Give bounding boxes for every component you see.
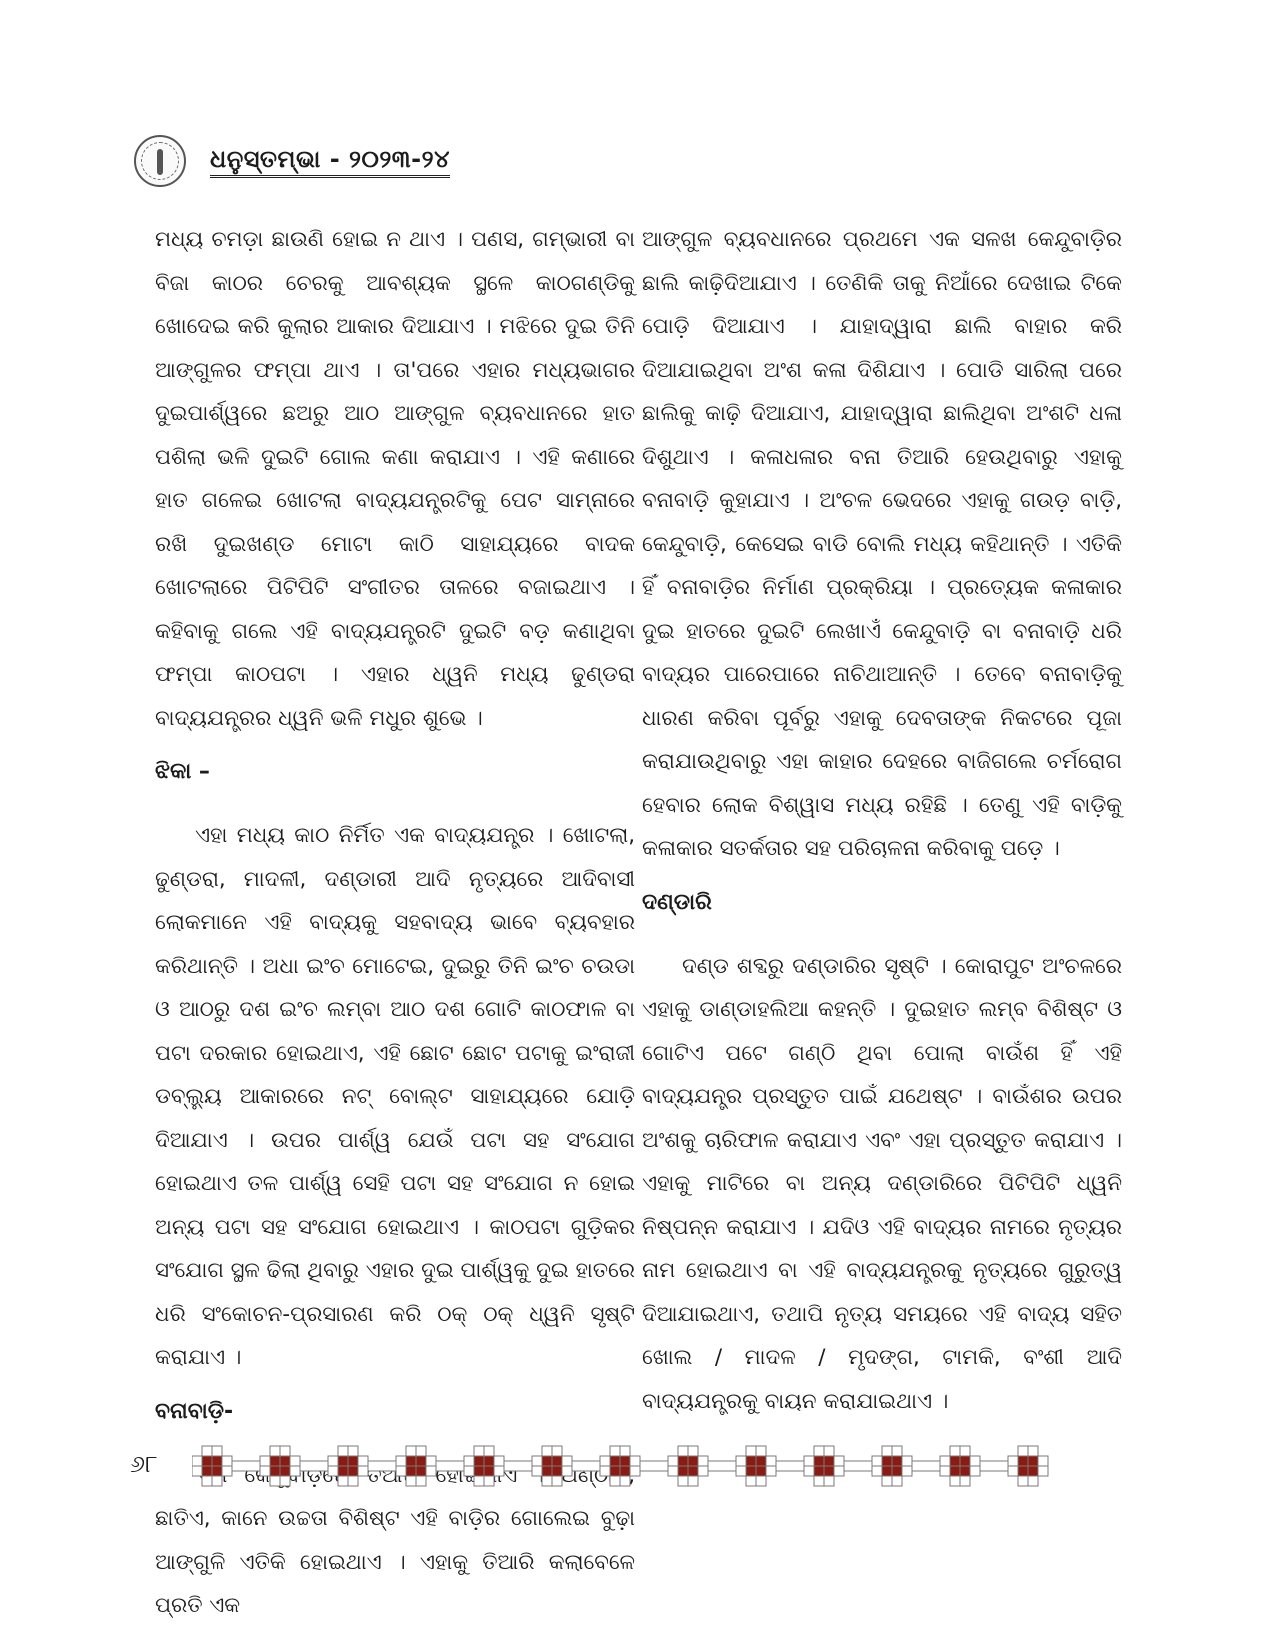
left-column (155, 218, 635, 1628)
section-heading-jhika: ଝିକା – (155, 759, 210, 784)
section-heading-dandari: ଦଣ୍ଡାରି (642, 889, 712, 915)
cross-stitch-border-icon (192, 1440, 1092, 1492)
border-motif (1008, 1446, 1048, 1486)
border-motif (260, 1446, 328, 1486)
border-motif (600, 1446, 668, 1486)
border-motif (192, 1446, 260, 1486)
jhika-paragraph: ଏହା ମଧ୍ୟ କାଠ ନିର୍ମିତ ଏକ ବାଦ୍ୟଯନ୍ତ୍ର । ଖୋଟଲା, ଢୁଣ୍ଡରା, ମାଦଳୀ, ଦଣ୍ଡାରୀ ଆଦି ନୃତ୍ୟରେ ଆଦିବାସୀ ଲୋକମାନେ ଏହି ବାଦ୍ୟକୁ ସହବାଦ୍ୟ ଭାବେ ବ୍ୟବହାର କରିଥାନ୍ତି । ଅଧା ଇଂଚ ମୋଟେଇ, ଦୁଇରୁ ତିନି ଇଂଚ ଚଉଡା ଓ ଆଠରୁ ଦଶ ଇଂଚ ଲମ୍ବା ଆଠ ଦଶ ଗୋଟି କାଠଫାଳ ବା ପଟା ଦରକାର ହୋଇଥାଏ, ଏହି ଛୋଟ ଛୋଟ ପଟାକୁ ଇଂରାଜୀ ଡବ୍ଲ୍ୟୁ ଆକାରରେ ନଟ୍ ବୋଲ୍ଟ ସାହାଯ୍ୟରେ ଯୋଡ଼ି ଦିଆଯାଏ । ଉପର ପାର୍ଶ୍ୱ ଯେଉଁ ପଟା ସହ ସଂଯୋଗ ହୋଇଥାଏ ତଳ ପାର୍ଶ୍ୱ ସେହି ପଟା ସହ ସଂଯୋଗ ନ ହୋଇ ଅନ୍ୟ ପଟା ସହ ସଂଯୋଗ ହୋଇଥାଏ । କାଠପଟା ଗୁଡ଼ିକର ସଂଯୋଗ ସ୍ଥଳ ଢିଲା ଥିବାରୁ ଏହାର ଦୁଇ ପାର୍ଶ୍ୱକୁ ଦୁଇ ହାତରେ ଧରି ସଂକୋଚନ-ପ୍ରସାରଣ କରି ଠକ୍ ଠକ୍ ଧ୍ୱନି ସୃଷ୍ଟି କରାଯାଏ । (155, 823, 635, 1370)
banabadi-paragraph: ତିଆରି ଅଣ୍ଠାଏ, ଛାତିଏ, କାନେ ଉଚ୍ଚତା ବିଶିଷ୍ଟ ଏହି ବାଡ଼ିର ଗୋଲେଇ ବୁଢ଼ା ଆଙ୍ଗୁଳି ଏତିକି ହୋଇଥାଏ । ଏହାକୁ ତିଆରି କଲାବେଳେ ପ୍ରତି ଏକ (155, 1462, 635, 1618)
border-motif (872, 1446, 940, 1486)
institution-seal-icon (134, 135, 186, 187)
banabadi-continued-paragraph: ଆଙ୍ଗୁଳ ବ୍ୟବଧାନରେ ପ୍ରଥମେ ଏକ ସଳଖ କେନ୍ଦୁବାଡ଼ିର ଛାଲି କାଢ଼ିଦିଆଯାଏ । ତେଣିକି ତାକୁ ନିଆଁରେ ଦେଖାଇ ଟିକେ ପୋଡ଼ି ଦିଆଯାଏ । ଯାହାଦ୍ୱାରା ଛାଲି ବାହାର କରି ଦିଆଯାଇଥିବା ଅଂଶ କଳା ଦିଶିଯାଏ । ପୋଡି ସାରିଲା ପରେ ଛାଲିକୁ କାଢ଼ି ଦିଆଯାଏ, ଯାହାଦ୍ୱାରା ଛାଲିଥିବା ଅଂଶଟି ଧଳା ଦିଶୁଥାଏ । କଳାଧଳାର ବନା ତିଆରି ହେଉଥିବାରୁ ଏହାକୁ ବନାବାଡ଼ି କୁହାଯାଏ । ଅଂଚଳ ଭେଦରେ ଏହାକୁ ଗଉଡ଼ ବାଡ଼ି, କେନ୍ଦୁବାଡ଼ି, କେସେଇ ବାଡି ବୋଲି ମଧ୍ୟ କହିଥାନ୍ତି । ଏତିକି ହିଁ ବନାବାଡ଼ିର ନିର୍ମାଣ ପ୍ରକ୍ରିୟା । ପ୍ରତ୍ୟେକ କଳାକାର ଦୁଇ ହାତରେ ଦୁଇଟି ଲେଖାଏଁ କେନ୍ଦୁବାଡ଼ି ବା ବନାବାଡ଼ି ଧରି ବାଦ୍ୟର ପାରେପାରେ ନାଚିଥାଆନ୍ତି । ତେବେ ବନାବାଡ଼ିକୁ ଧାରଣ କରିବା ପୂର୍ବରୁ ଏହାକୁ ଦେବତାଙ୍କ ନିକଟରେ ପୂଜା କରାଯାଉଥିବାରୁ ଏହା କାହାର ଦେହରେ ବାଜିଗଲେ ଚର୍ମରୋଗ ହେବାର ଲୋକ ବିଶ୍ୱାସ ମଧ୍ୟ ରହିଛି । ତେଣୁ ଏହି ବାଡ଼ିକୁ କଳାକାର ସତର୍କତାର ସହ ପରିଚାଳନା କରିବାକୁ ପଡ଼େ । (642, 227, 1122, 861)
border-motif (668, 1446, 736, 1486)
border-motif (464, 1446, 532, 1486)
border-motif (804, 1446, 872, 1486)
page-header (134, 133, 450, 189)
dandari-paragraph: ଦଣ୍ଡ ଶବ୍ଦରୁ ଦଣ୍ଡାରିର ସୃଷ୍ଟି । କୋରାପୁଟ ଅଂଚଳରେ ଏହାକୁ ଡାଣ୍ଡାହଲିଆ କହନ୍ତି । ଦୁଇହାତ ଲମ୍ବ ବିଶିଷ୍ଟ ଓ ଗୋଟିଏ ପଟେ ଗଣ୍ଠି ଥିବା ପୋଲା ବାଉଁଶ ହିଁ ଏହି ବାଦ୍ୟଯନ୍ତ୍ର ପ୍ରସ୍ତୁତ ପାଇଁ ଯଥେଷ୍ଟ । ବାଉଁଶର ଉପର ଅଂଶକୁ ଚାରିଫାଳ କରାଯାଏ ଏବଂ ଏହା ପ୍ରସ୍ତୁତ କରାଯାଏ । ଏହାକୁ ମାଟିରେ ବା ଅନ୍ୟ ଦଣ୍ଡାରିରେ ପିଟିପିଟି ଧ୍ୱନି ନିଷ୍ପନ୍ନ କରାଯାଏ । ଯଦିଓ ଏହି ବାଦ୍ୟର ନାମରେ ନୃତ୍ୟର ନାମ ହୋଇଥାଏ ବା ଏହି ବାଦ୍ୟଯନ୍ତ୍ରକୁ ନୃତ୍ୟରେ ଗୁରୁତ୍ୱ ଦିଆଯାଇଥାଏ, ତଥାପି ନୃତ୍ୟ ସମୟରେ ଏହି ବାଦ୍ୟ ସହିତ ଖୋଲ / ମାଦଳ / ମୃଦଙ୍ଗ, ଟାମକି, ବଂଶୀ ଆଦି ବାଦ୍ୟଯନ୍ତ୍ରକୁ ବାୟନ କରାଯାଇଥାଏ । (642, 953, 1122, 1414)
right-column (642, 218, 1122, 1423)
page-number: ୬୮ (130, 1450, 158, 1478)
page-footer (130, 1440, 1130, 1492)
border-motif (328, 1446, 396, 1486)
border-motif (736, 1446, 804, 1486)
border-motif (532, 1446, 600, 1486)
journal-title: ଧନୁସ୍ତମ୍ଭା - ୨୦୨୩-୨୪ (210, 145, 450, 178)
intro-paragraph: ମଧ୍ୟ ଚମଡ଼ା ଛାଉଣି ହୋଇ ନ ଥାଏ । ପଣସ, ଗମ୍ଭାରୀ ବା ବିଜା କାଠର ଚେରକୁ ଆବଶ୍ୟକ ସ୍ଥଳେ କାଠଗଣ୍ଡିକୁ ଖୋଦେଇ କରି କୁଲାର ଆକାର ଦିଆଯାଏ । ମଝିରେ ଦୁଇ ତିନି ଆଙ୍ଗୁଳର ଫମ୍ପା ଥାଏ । ତା'ପରେ ଏହାର ମଧ୍ୟଭାଗର ଦୁଇପାର୍ଶ୍ୱରେ ଛଅରୁ ଆଠ ଆଙ୍ଗୁଳ ବ୍ୟବଧାନରେ ହାତ ପଶିଲା ଭଳି ଦୁଇଟି ଗୋଲ କଣା କରାଯାଏ । ଏହି କଣାରେ ହାତ ଗଳେଇ ଖୋଟଲା ବାଦ୍ୟଯନ୍ତ୍ରଟିକୁ ପେଟ ସାମ୍ନାରେ ରଖି ଦୁଇଖଣ୍ଡ ମୋଟା କାଠି ସାହାଯ୍ୟରେ ବାଦକ ଖୋଟଲାରେ ପିଟିପିଟି ସଂଗୀତର ତାଳରେ ବଜାଇଥାଏ । କହିବାକୁ ଗଲେ ଏହି ବାଦ୍ୟଯନ୍ତ୍ରଟି ଦୁଇଟି ବଡ଼ କଣାଥିବା ଫମ୍ପା କାଠପଟା । ଏହାର ଧ୍ୱନି ମଧ୍ୟ ଢୁଣ୍ଡରା ବାଦ୍ୟଯନ୍ତ୍ରର ଧ୍ୱନି ଭଳି ମଧୁର ଶୁଭେ । (155, 227, 635, 731)
border-motif (940, 1446, 1008, 1486)
section-heading-banabadi: ବନାବାଡ଼ି- (155, 1398, 234, 1424)
border-motif (396, 1446, 464, 1486)
